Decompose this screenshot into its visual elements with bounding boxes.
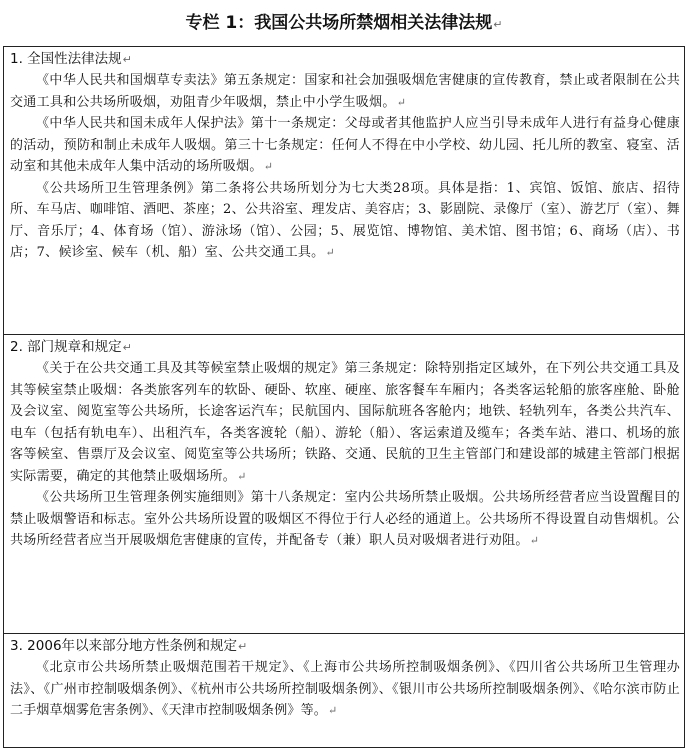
paragraph-public-places-regulation: 《公共场所卫生管理条例》第二条将公共场所划分为七大类28项。具体是指：1、宾馆、饭馆、旅店、招待所、车马店、咖啡馆、酒吧、茶座；2、公共浴室、理发店、美容店；3、影剧院、录像厅（室）、游艺厅（室）、舞厅、音乐厅；4、体育场（馆）、游泳场（馆）、公园；5、展览馆、博物馆、美术馆、图书馆；6、商场（店）、书店；7、候诊室、候车（机、船）室、公共交通工具。↵ [10,180,680,260]
paragraph-mark-icon: ↵ [328,704,338,717]
section-heading: 2. 部门规章和规定↵ [10,339,132,355]
page-title-text: 专栏 1：我国公共场所禁烟相关法律法规 [185,13,493,33]
section-heading: 1. 全国性法律法规↵ [10,51,132,67]
section-national-laws [4,47,684,334]
paragraph-mark-icon: ↵ [396,95,407,109]
paragraph-mark-icon: ↵ [122,53,132,66]
paragraph-minors-protection-law: 《中华人民共和国未成年人保护法》第十一条规定：父母或者其他监护人应当引导未成年人进行有益身心健康的活动，预防和制止未成年人吸烟。第三十七条规定：任何人不得在中小学校、幼儿园、托儿所的教室、寝室、活动室和其他未成年人集中活动的场所吸烟。↵ [10,116,680,174]
paragraph-mark-icon: ↵ [493,18,503,31]
paragraph-mark-icon: ↵ [122,341,132,354]
paragraph-mark-icon: ↵ [238,640,248,653]
page-title [0,0,688,46]
paragraph-mark-icon: ↵ [237,469,247,483]
paragraph-mark-icon: ↵ [325,246,336,259]
paragraph-mark-icon: ↵ [263,160,274,173]
paragraph-mark-icon: ↵ [529,534,540,547]
section-local-regulations [4,633,684,747]
paragraph-tobacco-monopoly-law: 《中华人民共和国烟草专卖法》第五条规定：国家和社会加强吸烟危害健康的宣传教育，禁止或者限制在公共交通工具和公共场所吸烟，劝阻青少年吸烟，禁止中小学生吸烟。↵ [10,73,680,110]
section-departmental-rules [4,334,684,633]
paragraph-transport-smoking-rule: 《关于在公共交通工具及其等候室禁止吸烟的规定》第三条规定：除特别指定区域外，在下列公共交通工具及其等候室禁止吸烟：各类旅客列车的软卧、硬卧、软座、硬座、旅客餐车车厢内；各类客运轮船的旅客座舱、卧舱及会议室、阅览室等公共场所，长途客运汽车；民航国内、国际航班各客舱内；地铁、轻轨列车，各类公共汽车、电车（包括有轨电车）、出租汽车，各类客渡轮（船）、游轮（船）、客运索道及缆车；各类车站、港口、机场的旅客等候室、售票厅及会议室、阅览室等公共场所；铁路、交通、民航的卫生主管部门和建设部的城建主管部门根据实际需要，确定的其他禁止吸烟场所。↵ [10,361,680,484]
paragraph-local-regulations-list: 《北京市公共场所禁止吸烟范围若干规定》、《上海市公共场所控制吸烟条例》、《四川省公共场所卫生管理办法》、《广州市控制吸烟条例》、《杭州市公共场所控制吸烟条例》、《银川市公共场所控制吸烟条例》、《哈尔滨市防止二手烟草烟雾危害条例》、《天津市控制吸烟条例》等。↵ [10,660,680,718]
paragraph-implementation-rules: 《公共场所卫生管理条例实施细则》第十八条规定：室内公共场所禁止吸烟。公共场所经营者应当设置醒目的禁止吸烟警语和标志。室外公共场所设置的吸烟区不得位于行人必经的通道上。公共场所不得设置自动售烟机。公共场所经营者应当开展吸烟危害健康的宣传，并配备专（兼）职人员对吸烟者进行劝阻。↵ [10,490,680,548]
regulations-table [3,46,685,748]
section-heading: 3. 2006年以来部分地方性条例和规定↵ [10,638,248,654]
